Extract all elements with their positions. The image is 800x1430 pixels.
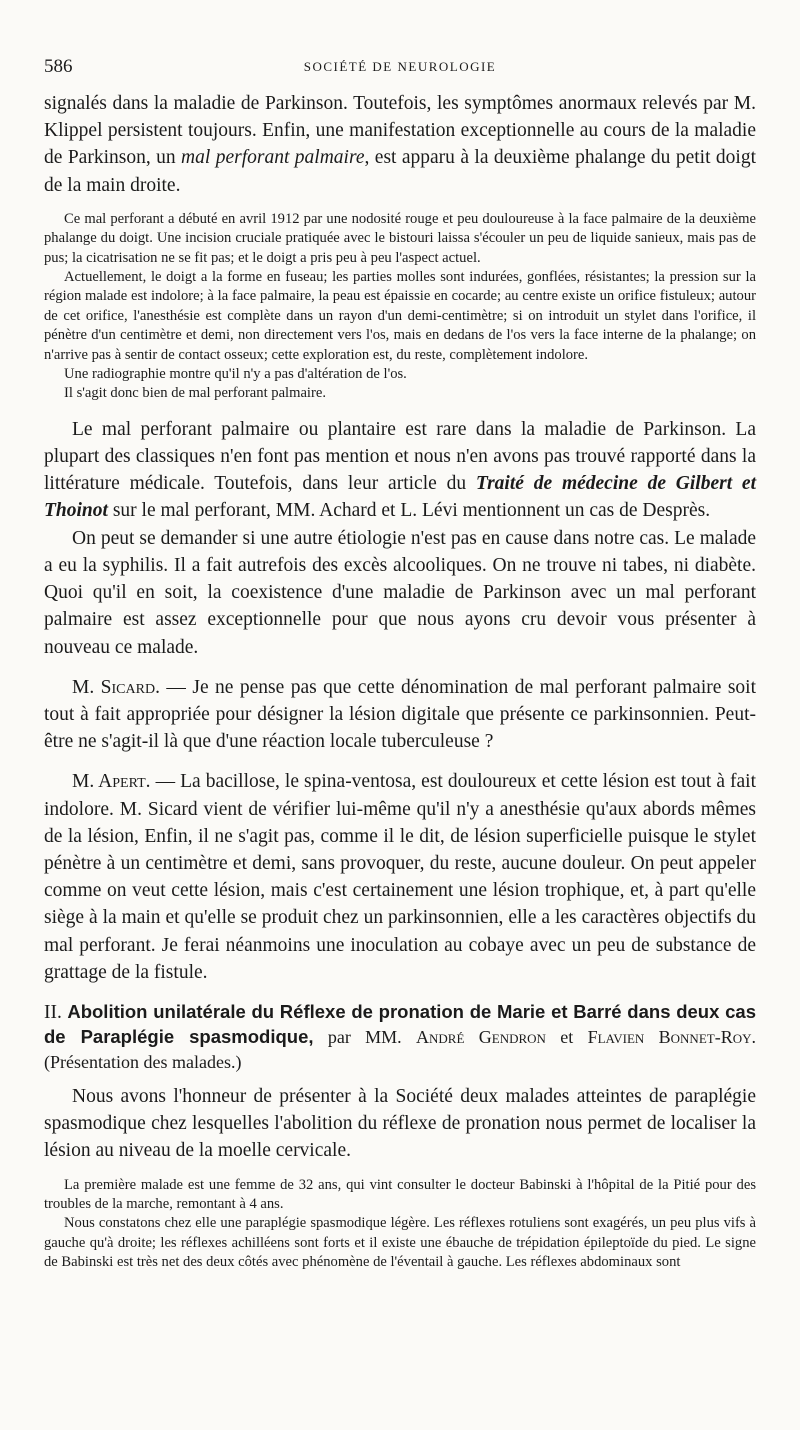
author-names: Flavien Bonnet-Roy [587, 1026, 752, 1047]
section-title: Abolition unilatérale du Réflexe de pronation de Marie et Barré dans deux cas de Paraplégie spasmodique, [44, 1000, 756, 1047]
small-paragraph-examination: Actuellement, le doigt a la forme en fuseau; les parties molles sont indurées, gonflées, résistantes; la pression sur la région malade est indolore; à la face palmaire, la peau est épaissie en cocarde; au centre existe un orifice fistuleux; autour de cet orifice, l'anesthésie est complète dans un rayon d'un demi-centimètre; si on introduit un stylet dans l'orifice, il pénètre d'un centimètre et demi, non directement vers l'os, mais en dedans de l'os vers la face interne de la phalange; on n'arrive pas à sentir de contact osseux; cette exploration est, du reste, complètement indolore. [44, 269, 756, 363]
paragraph-presentation: Nous avons l'honneur de présenter à la Société deux malades atteintes de paraplégie spasmodique chez lesquelles l'abolition du réflexe de pronation nous permet de localiser la lésion au niveau de la moelle cervicale. [44, 1085, 756, 1162]
text-run: Le mal perforant palmaire ou plantaire est rare dans la maladie de Parkinson. La plupart des classiques n'en font pas mention et nous n'en avons pas trouvé rapporté dans la littérature médicale. Toutefois, dans leur article du [44, 418, 756, 495]
paragraph-apert [44, 768, 756, 986]
section-number: II. [44, 1001, 62, 1023]
paragraph-sicard [44, 674, 756, 756]
text-run: , est apparu à la deuxième phalange du petit doigt de la main droite. [44, 147, 757, 196]
speaker-name: M. Apert. [72, 771, 151, 793]
paragraph-rarity [44, 416, 756, 525]
text-run: et [545, 1026, 588, 1047]
section-heading [44, 1000, 756, 1075]
text-run: — Je ne pense pas que cette dénomination de mal perforant palmaire soit tout à fait appropriée pour désigner la lésion digitale que présente ce parkinsonnien. Peut-être ne s'agit-il là que d'une réaction locale tuberculeuse ? [44, 676, 757, 753]
page-number: 586 [44, 56, 73, 77]
italic-citation: Traité de médecine de Gilbert et Thoinot [44, 473, 756, 522]
paragraph-parkinson-intro [44, 90, 756, 199]
paragraph-etiology: On peut se demander si une autre étiologie n'est pas en cause dans notre cas. Le malade a eu la syphilis. Il a fait autrefois des excès alcooliques. On ne trouve ni tabes, ni diabète. Quoi qu'il en soit, la coexistence d'une maladie de Parkinson avec un mal perforant palmaire est assez exceptionnelle pour que nous ayons cru devoir vous présenter à nouveau ce malade. [44, 527, 756, 658]
text-run: sur le mal perforant, MM. Achard et L. Lévi mentionnent un cas de Desprès. [107, 500, 711, 522]
small-paragraph-findings: Nous constatons chez elle une paraplégie spasmodique légère. Les réflexes rotuliens sont exagérés, un peu plus vifs à gauche qu'à droite; les réflexes achilléens sont forts et il existe une ébauche de trépidation épileptoïde du pied. Le signe de Babinski est très net des deux côtés avec phénomène de l'éventail à gauche. Les réflexes abdominaux sont [44, 1215, 756, 1271]
small-paragraph-first-patient: La première malade est une femme de 32 ans, qui vint consulter le docteur Babinski à l'hôpital de la Pitié pour des troubles de la marche, remontant à 4 ans. [44, 1176, 756, 1212]
page-header [44, 56, 756, 80]
text-run: — La bacillose, le spina-ventosa, est douloureux et cette lésion est tout à fait indolore. M. Sicard vient de vérifier lui-même qu'il n'y a anesthésie qu'aux abords mêmes de la lésion, Enfin, il ne s'agit pas, comme il le dit, de lésion superficielle puisque le stylet pénètre à un centimètre et demi, sans provoquer, du reste, aucune douleur. On peut appeler comme on veut cette lésion, mais c'est certainement une lésion trophique, et, à part qu'elle siège à la main et qu'elle se produit chez un parkinsonnien, elle a les caractères objectifs du mal perforant. Je ferai néanmoins une inoculation au cobaye avec un peu de substance de grattage de la fistule. [44, 771, 757, 983]
small-paragraph-history: Ce mal perforant a débuté en avril 1912 par une nodosité rouge et peu douloureuse à la face palmaire de la deuxième phalange du doigt. Une incision cruciale pratiquée avec le bistouri laissa s'écouler un peu de liquide sanieux, mais pas de pus; la cicatrisation ne se fit pas; et le doigt a pris peu à peu l'aspect actuel. [44, 210, 756, 266]
small-paragraph-conclusion: Il s'agit donc bien de mal perforant palmaire. [64, 385, 326, 402]
running-title: SOCIÉTÉ DE NEUROLOGIE [303, 59, 497, 74]
text-run: signalés dans la maladie de Parkinson. Toutefois, les symptômes anormaux relevés par M. Klippel persistent toujours. Enfin, une manifestation exceptionnelle au cours de la maladie de Parkinson, un [44, 93, 756, 169]
author-names: André Gendron [416, 1026, 546, 1047]
text-body [44, 90, 756, 1273]
text-run: par MM. [313, 1026, 417, 1047]
speaker-name: M. Sicard. [72, 676, 160, 698]
italic-term: mal perforant palmaire [181, 147, 365, 169]
text-run: . (Présentation des malades.) [44, 1026, 756, 1072]
small-paragraph-radiography: Une radiographie montre qu'il n'y a pas d'altération de l'os. [64, 366, 407, 383]
